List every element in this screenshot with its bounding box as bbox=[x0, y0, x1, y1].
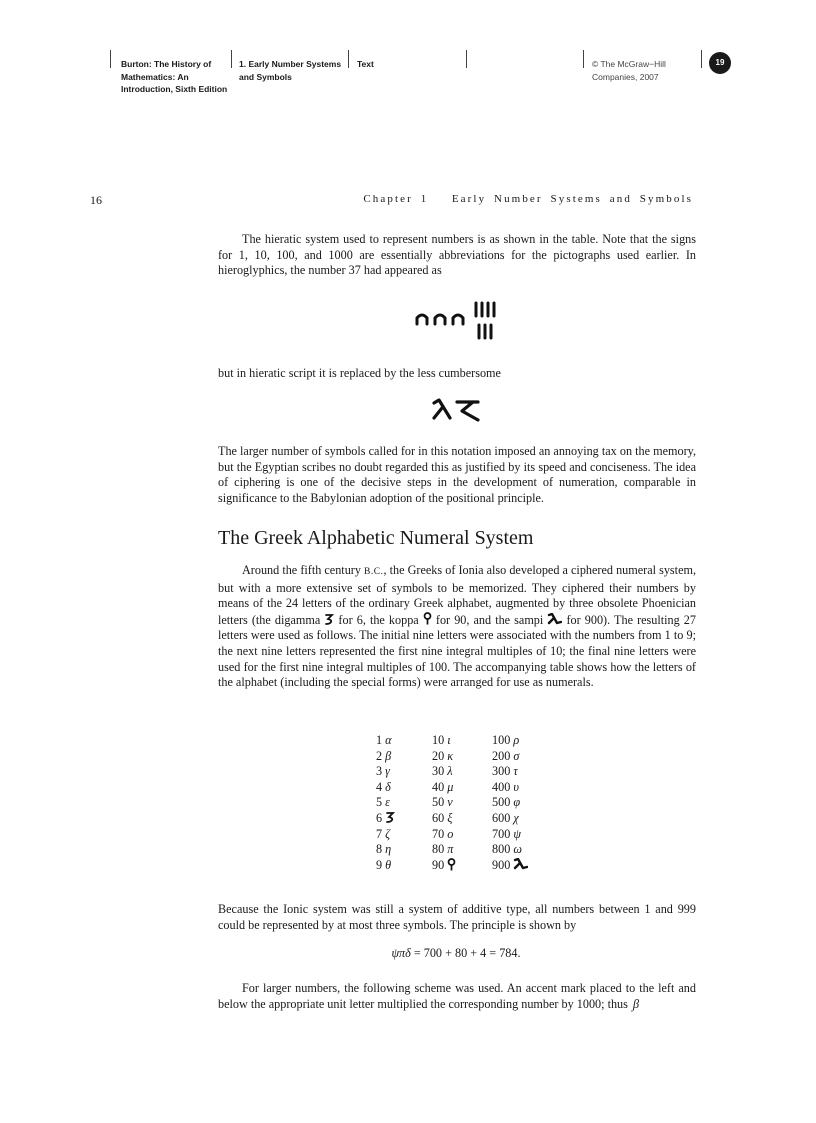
numeral-cell bbox=[376, 733, 416, 749]
numeral-letter: α bbox=[385, 733, 392, 747]
numeral-value: 50 bbox=[432, 795, 445, 810]
numeral-cell bbox=[492, 780, 552, 796]
numeral-letter: ψ bbox=[513, 826, 521, 841]
numeral-value: 20 bbox=[432, 748, 445, 763]
numeral-letter: ι bbox=[447, 733, 451, 747]
numeral-cell bbox=[376, 811, 416, 827]
numeral-cell bbox=[492, 842, 552, 858]
numeral-letter: λ bbox=[447, 764, 453, 779]
koppa-glyph bbox=[447, 858, 456, 871]
numeral-value: 6 bbox=[376, 810, 383, 825]
numeral-value: 30 bbox=[432, 764, 445, 779]
numeral-value: 40 bbox=[432, 779, 445, 794]
numeral-value: 200 bbox=[492, 748, 511, 763]
numeral-value: 60 bbox=[432, 810, 445, 825]
paragraph-larger-numbers: For larger numbers, the following scheme was used. An accent mark placed to the left and below the appropriate unit letter multiplied the corresponding number by 1000; thus $_,$β bbox=[218, 981, 696, 1013]
numeral-value: 3 bbox=[376, 764, 383, 779]
numeral-cell bbox=[432, 858, 482, 874]
numeral-letter: θ bbox=[385, 857, 392, 872]
numeral-cell bbox=[432, 811, 482, 827]
paragraph-ciphering: The larger number of symbols called for in this notation imposed an annoying tax on the memory, but the Egyptian scribes no doubt regarded this as justified by its speed and conciseness. The idea of ciphering is one of the decisive steps in the development of numeration, comparable in significance to the Babylonian adoption of the positional principle. bbox=[218, 444, 696, 505]
numeral-value: 1 bbox=[376, 733, 383, 747]
numeral-value: 300 bbox=[492, 764, 511, 779]
koppa-glyph bbox=[423, 612, 432, 625]
ten-arch-glyph bbox=[453, 315, 463, 324]
numeral-letter: δ bbox=[385, 779, 391, 794]
numeral-cell bbox=[376, 858, 416, 874]
numeral-value: 9 bbox=[376, 857, 383, 872]
numeral-letter: σ bbox=[513, 748, 520, 763]
header-publisher: © The McGraw−Hill Companies, 2007 bbox=[592, 59, 666, 82]
sampi-glyph bbox=[547, 613, 562, 625]
header-chapter: 1. Early Number Systems and Symbols bbox=[239, 59, 342, 82]
numeral-cell bbox=[376, 827, 416, 843]
digamma-glyph bbox=[385, 811, 395, 823]
numeral-cell bbox=[432, 780, 482, 796]
running-header bbox=[110, 50, 710, 112]
numeral-cell bbox=[492, 795, 552, 811]
numeral-letter: ξ bbox=[447, 810, 453, 825]
hieratic-seven-glyph bbox=[457, 402, 478, 420]
numeral-value: 400 bbox=[492, 779, 511, 794]
numeral-letter: τ bbox=[513, 764, 518, 779]
numeral-cell bbox=[432, 827, 482, 843]
running-head-title: Chapter 1 Early Number Systems and Symbols bbox=[363, 193, 693, 205]
digamma-glyph bbox=[324, 613, 334, 625]
hieroglyph-37-figure bbox=[412, 300, 504, 342]
numeral-letter: υ bbox=[513, 779, 519, 794]
numeral-cell bbox=[432, 842, 482, 858]
numeral-cell bbox=[376, 749, 416, 765]
numeral-letter: γ bbox=[385, 764, 390, 779]
paragraph-greek-system: Around the fifth century B.C., the Greeks of Ionia also developed a ciphered numeral system, but with a more extensive set of symbols to be memorized. They ciphered their numbers by means of the 24 letters of the ordinary Greek alphabet, augmented by three obsolete Phoenician letters (the digamma for 6, the koppa for 90, and the sampi for 900). The resulting 27 letters were used as follows. The initial nine letters were associated with the numbers from 1 to 9; the next nine letters represented the first nine integral multiples of 10; the final nine letters were used for the first nine integral multiples of 100. The accompanying table shows how the letters of the alphabet (including the special forms) were arranged for use as numerals. bbox=[218, 563, 697, 690]
equation-rhs: = 700 + 80 + 4 = 784. bbox=[410, 946, 521, 960]
numeral-letter: ο bbox=[447, 826, 454, 841]
numeral-cell bbox=[376, 780, 416, 796]
numeral-value: 80 bbox=[432, 842, 445, 857]
numeral-cell bbox=[492, 764, 552, 780]
numeral-cell bbox=[376, 842, 416, 858]
numeral-letter: ε bbox=[385, 795, 390, 810]
numeral-letter: π bbox=[447, 842, 454, 857]
header-book-title: Burton: The History of Mathematics: An Introduction, Sixth Edition bbox=[121, 59, 228, 94]
numeral-value: 90 bbox=[432, 857, 445, 872]
numeral-letter: κ bbox=[447, 748, 454, 763]
numeral-value: 4 bbox=[376, 779, 383, 794]
paragraph-hieratic-intro: The hieratic system used to represent numbers is as shown in the table. Note that the signs for 1, 10, 100, and 1000 are essentially abbreviations for the pictographs used earlier. In hieroglyphics, the number 37 had appeared as bbox=[218, 232, 696, 278]
numeral-value: 700 bbox=[492, 826, 511, 841]
hieratic-37-figure bbox=[430, 396, 486, 424]
numeral-letter: χ bbox=[513, 810, 519, 825]
numeral-cell bbox=[432, 749, 482, 765]
numeral-letter: ν bbox=[447, 795, 453, 810]
numeral-cell bbox=[492, 749, 552, 765]
numeral-letter: μ bbox=[447, 779, 454, 794]
numeral-value: 100 bbox=[492, 733, 511, 747]
numeral-cell bbox=[492, 827, 552, 843]
numeral-value: 900 bbox=[492, 857, 511, 872]
numeral-letter: η bbox=[385, 842, 392, 857]
numeral-cell bbox=[432, 795, 482, 811]
numeral-cell bbox=[492, 733, 552, 749]
numeral-value: 500 bbox=[492, 795, 511, 810]
numeral-cell bbox=[432, 733, 482, 749]
numeral-cell bbox=[376, 764, 416, 780]
numeral-cell bbox=[492, 811, 552, 827]
numeral-letter: φ bbox=[513, 795, 521, 810]
paragraph-ionic-additive: Because the Ionic system was still a system of additive type, all numbers between 1 and 999 could be represented by at most three symbols. The principle is shown by bbox=[218, 902, 696, 932]
numeral-value: 7 bbox=[376, 826, 383, 841]
numeral-cell bbox=[432, 764, 482, 780]
numeral-cell bbox=[376, 795, 416, 811]
paragraph-hieratic-replaced: but in hieratic script it is replaced by the less cumbersome bbox=[218, 366, 501, 380]
numeral-letter: ζ bbox=[385, 826, 391, 841]
numeral-value: 800 bbox=[492, 842, 511, 857]
numeral-letter: β bbox=[385, 748, 392, 763]
numeral-cell bbox=[492, 858, 552, 874]
numeral-value: 8 bbox=[376, 842, 383, 857]
numeral-value: 600 bbox=[492, 810, 511, 825]
numeral-value: 2 bbox=[376, 748, 383, 763]
section-heading: The Greek Alphabetic Numeral System bbox=[218, 527, 534, 549]
equation-784 bbox=[0, 946, 816, 961]
page-number: 16 bbox=[90, 193, 102, 207]
ten-arch-glyph bbox=[435, 315, 445, 324]
equation-lhs: ψπδ bbox=[391, 946, 411, 960]
numeral-letter: ω bbox=[513, 842, 522, 857]
hieratic-thirty-glyph bbox=[434, 400, 450, 418]
numeral-value: 70 bbox=[432, 826, 445, 841]
page-badge: 19 bbox=[709, 52, 731, 74]
header-section: Text bbox=[357, 59, 374, 69]
sampi-glyph bbox=[513, 858, 528, 870]
numeral-value: 10 bbox=[432, 733, 445, 747]
ten-arch-glyph bbox=[417, 315, 427, 324]
numeral-value: 5 bbox=[376, 795, 383, 810]
numeral-letter: ρ bbox=[513, 733, 520, 747]
